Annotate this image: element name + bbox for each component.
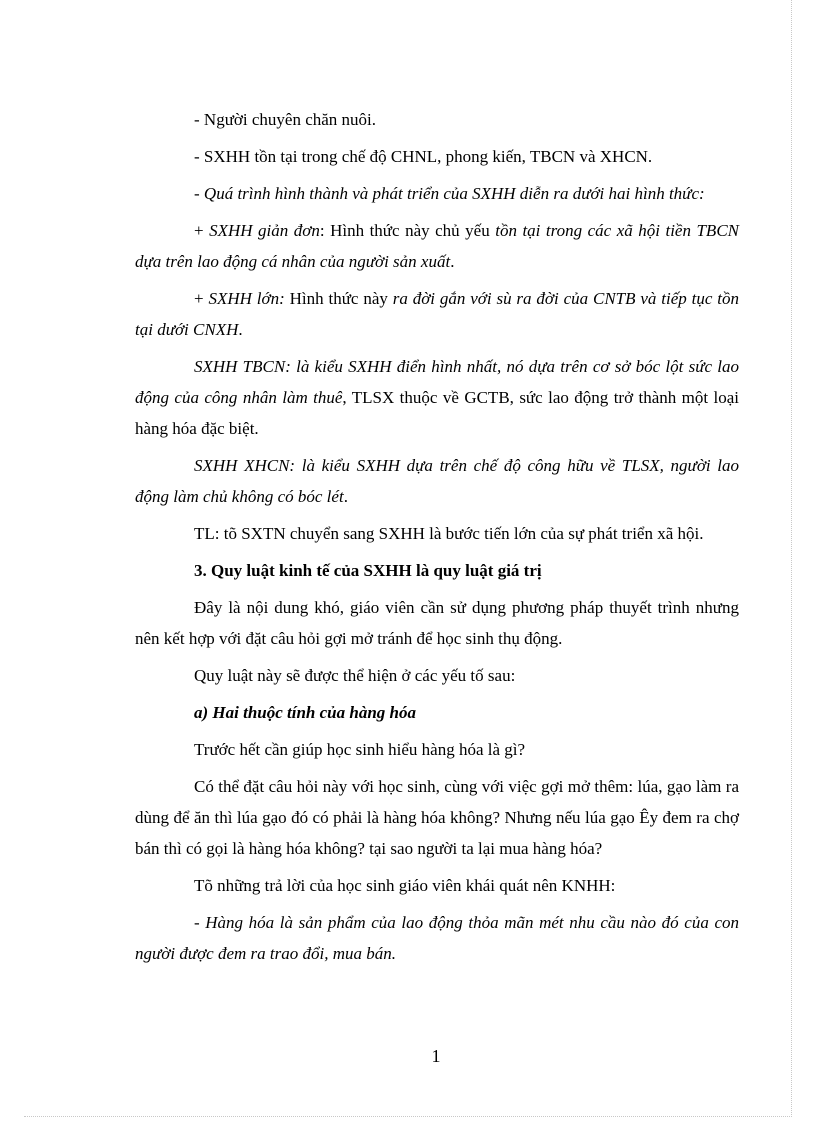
sxhh-tbcn-definition: SXHH TBCN: là kiểu SXHH điển hình nhất, nó dựa trên cơ sở bóc lột sức lao động của công nhân làm thuê <box>135 357 739 407</box>
simple-sxhh-lead: : Hình thức này chủ yếu <box>319 221 496 240</box>
simple-sxhh-description: tồn tại trong các xã hội tiền TBCN dựa trên lao động cá nhân của người sản xuất <box>135 221 739 271</box>
right-margin-rule <box>791 0 792 1115</box>
sxhh-tbcn-rest: , TLSX thuộc về GCTB, sức lao động trở thành một loại hàng hóa đặc biệt. <box>135 388 740 438</box>
paragraph-commodity-definition: - Hàng hóa là sản phẩm của lao động thỏa mãn mét nhu cầu nào đó của con người được đem ra trao đổi, mua bán. <box>135 913 739 963</box>
term-large-sxhh: SXHH lớn: <box>208 289 285 308</box>
bullet-plus: + <box>194 221 210 240</box>
paragraph-two-forms: - Quá trình hình thành và phát triển của SXHH diễn ra dưới hai hình thức: <box>194 184 705 203</box>
sxhh-xhcn-definition: SXHH XHCN: là kiểu SXHH dựa trên chế độ công hữu về TLSX, người lao động làm chủ không có bóc lét <box>135 456 739 506</box>
paragraph-rice-question: Có thể đặt câu hỏi này với học sinh, cùng với việc gợi mở thêm: lúa, gạo làm ra dùng để ăn thì lúa gạo đó có phải là hàng hóa không? Nhưng nếu lúa gạo Êy đem ra chợ bán thì có gọi là hàng hóa không? tại sao người ta lại mua hàng hóa? <box>135 777 739 858</box>
paragraph-what-is-commodity: Trước hết cần giúp học sinh hiểu hàng hóa là gì? <box>194 740 526 759</box>
large-sxhh-lead: Hình thức này <box>284 289 393 308</box>
footer-rule <box>24 1116 792 1117</box>
sxhh-xhcn-end: . <box>343 487 348 506</box>
subsection-heading-two-attributes: a) Hai thuộc tính của hàng hóa <box>194 703 417 722</box>
large-sxhh-end: . <box>238 320 243 339</box>
paragraph-sxhh-regimes: - SXHH tồn tại trong chế độ CHNL, phong kiến, TBCN và XHCN. <box>194 147 653 166</box>
paragraph-conclusion: TL: tõ SXTN chuyển sang SXHH là bước tiến lớn của sự phát triển xã hội. <box>194 524 704 543</box>
bullet-plus: + <box>194 289 209 308</box>
paragraph-generalize: Tõ những trả lời của học sinh giáo viên khái quát nên KNHH: <box>194 876 616 895</box>
paragraph-livestock: - Người chuyên chăn nuôi. <box>194 110 377 129</box>
large-sxhh-description: ra đời gắn với sù ra đời của CNTB và tiếp tục tồn tại dưới CNXH <box>135 289 740 339</box>
paragraph-large-sxhh <box>135 283 739 345</box>
term-simple-sxhh: SXHH giản đơn <box>209 221 320 240</box>
paragraph-sxhh-tbcn <box>135 351 739 444</box>
section-heading-value-law: 3. Quy luật kinh tế của SXHH là quy luật giá trị <box>194 561 542 580</box>
paragraph-teaching-method: Đây là nội dung khó, giáo viên cần sử dụng phương pháp thuyết trình nhưng nên kết hợp với đặt câu hỏi gợi mở tránh để học sinh thụ động. <box>135 598 739 648</box>
paragraph-simple-sxhh <box>135 215 739 277</box>
simple-sxhh-end: . <box>450 252 455 271</box>
paragraph-sxhh-xhcn <box>135 450 739 512</box>
page-number: 1 <box>431 1046 441 1066</box>
body-text <box>135 104 739 969</box>
paragraph-factors: Quy luật này sẽ được thể hiện ở các yếu tố sau: <box>194 666 516 685</box>
